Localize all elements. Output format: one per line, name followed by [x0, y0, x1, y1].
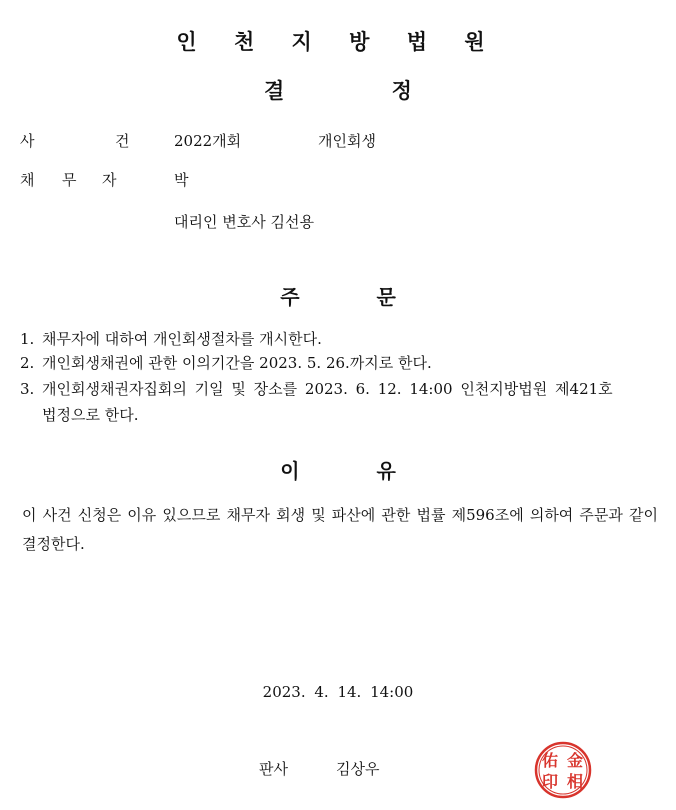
order-heading: 주 문 [280, 285, 396, 309]
debtor-label: 채 무 자 [20, 171, 117, 189]
order-item: 2. 개인회생채권에 관한 이의기간을 2023. 5. 26.까지로 한다. [20, 354, 432, 372]
debtor-name: 박 [174, 171, 189, 189]
document-type: 결 정 [264, 79, 412, 103]
svg-text:相: 相 [566, 772, 584, 791]
order-item: 1. 채무자에 대하여 개인회생절차를 개시한다. [20, 330, 322, 348]
svg-text:金: 金 [566, 751, 584, 770]
judge-seal-stamp [533, 740, 593, 800]
case-label: 사 건 [20, 132, 130, 150]
judge-signature: 판사 김상우 [259, 760, 380, 778]
reason-text: 이 사건 신청은 이유 있으므로 채무자 회생 및 파산에 관한 법률 제596조에 의하여 주문과 같이 결정한다. [22, 506, 658, 553]
court-title: 인 천 지 방 법 원 [176, 30, 500, 54]
order-item: 3. 개인회생채권자집회의 기일 및 장소를 2023. 6. 12. 14:00 인천지방법원 제421호 [20, 380, 613, 398]
decision-date: 2023. 4. 14. 14:00 [262, 683, 414, 701]
case-number: 2022개회 [174, 132, 242, 150]
svg-text:印: 印 [541, 772, 559, 791]
case-type: 개인회생 [318, 132, 376, 150]
reason-heading: 이 유 [280, 459, 396, 483]
order-item-continuation: 법정으로 한다. [42, 406, 139, 424]
debtor-agent: 대리인 변호사 김선용 [174, 213, 314, 231]
svg-text:佑: 佑 [541, 751, 559, 770]
